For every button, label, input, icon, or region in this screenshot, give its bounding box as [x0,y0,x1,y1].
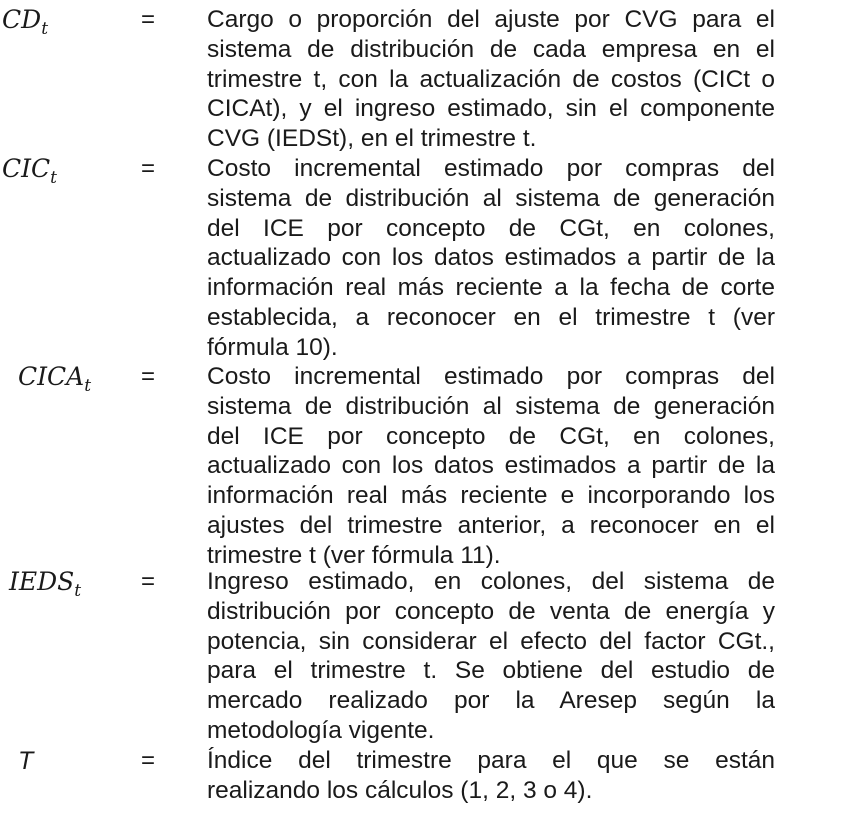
definition-line: Costo incremental estimado por compras del [207,155,775,182]
definition-line: trimestre t (ver fórmula 11). [207,541,501,569]
equals-sign: = [140,155,155,182]
definition-line: información real más reciente e incorporando los [207,482,775,510]
symbol-cica: $CICA_t$ [18,362,92,396]
definition-line: CICAt), y el ingreso estimado, sin el componente [207,95,775,123]
definition-line: Cargo o proporción del ajuste por CVG para el [207,6,775,33]
symbol-t: T [18,747,34,775]
definition-line: Costo incremental estimado por compras del [207,363,775,390]
symbol-cd: $CD_t$ [2,5,49,39]
definition-line: establecida, a reconocer en el trimestre t (ver [207,303,775,331]
definition-line: trimestre t, con la actualización de costos (CICt o [207,65,775,93]
definition-line: actualizado con los datos estimados a partir de la [207,452,775,480]
definition-line: información real más reciente a la fecha de corte [207,274,775,302]
definition-line: metodología vigente. [207,716,435,744]
definition-text [207,567,775,746]
symbol-cic: $CIC_t$ [2,154,57,188]
equals-sign: = [140,568,155,595]
definition-line: para el trimestre t. Se obtiene del estudio de [207,657,775,685]
definition-line: Ingreso estimado, en colones, del sistema de [207,568,775,595]
definition-text [207,362,775,571]
definition-line: ajustes del trimestre anterior, a reconocer en el [207,511,775,539]
equals-sign: = [140,747,155,774]
equals-sign: = [140,6,155,33]
definition-line: potencia, sin considerar el efecto del factor CGt., [207,627,775,655]
definition-line: realizando los cálculos (1, 2, 3 o 4). [207,776,593,804]
definition-text [207,746,775,806]
definition-line: del ICE por concepto de CGt, en colones, [207,422,775,450]
definition-line: distribución por concepto de venta de energía y [207,597,775,625]
definition-line: del ICE por concepto de CGt, en colones, [207,214,775,242]
definition-text [207,5,775,154]
definition-line: fórmula 10). [207,333,338,361]
definition-line: sistema de distribución al sistema de generación [207,392,775,420]
definition-text [207,154,775,363]
definition-line: mercado realizado por la Aresep según la [207,687,775,715]
symbol-ieds: $IEDS_t$ [9,567,82,601]
definition-line: CVG (IEDSt), en el trimestre t. [207,125,537,153]
equals-sign: = [140,363,155,390]
definition-line: actualizado con los datos estimados a partir de la [207,244,775,272]
definition-line: Índice del trimestre para el que se están [207,747,775,774]
definition-line: sistema de distribución de cada empresa en el [207,35,775,63]
definition-line: sistema de distribución al sistema de generación [207,184,775,212]
